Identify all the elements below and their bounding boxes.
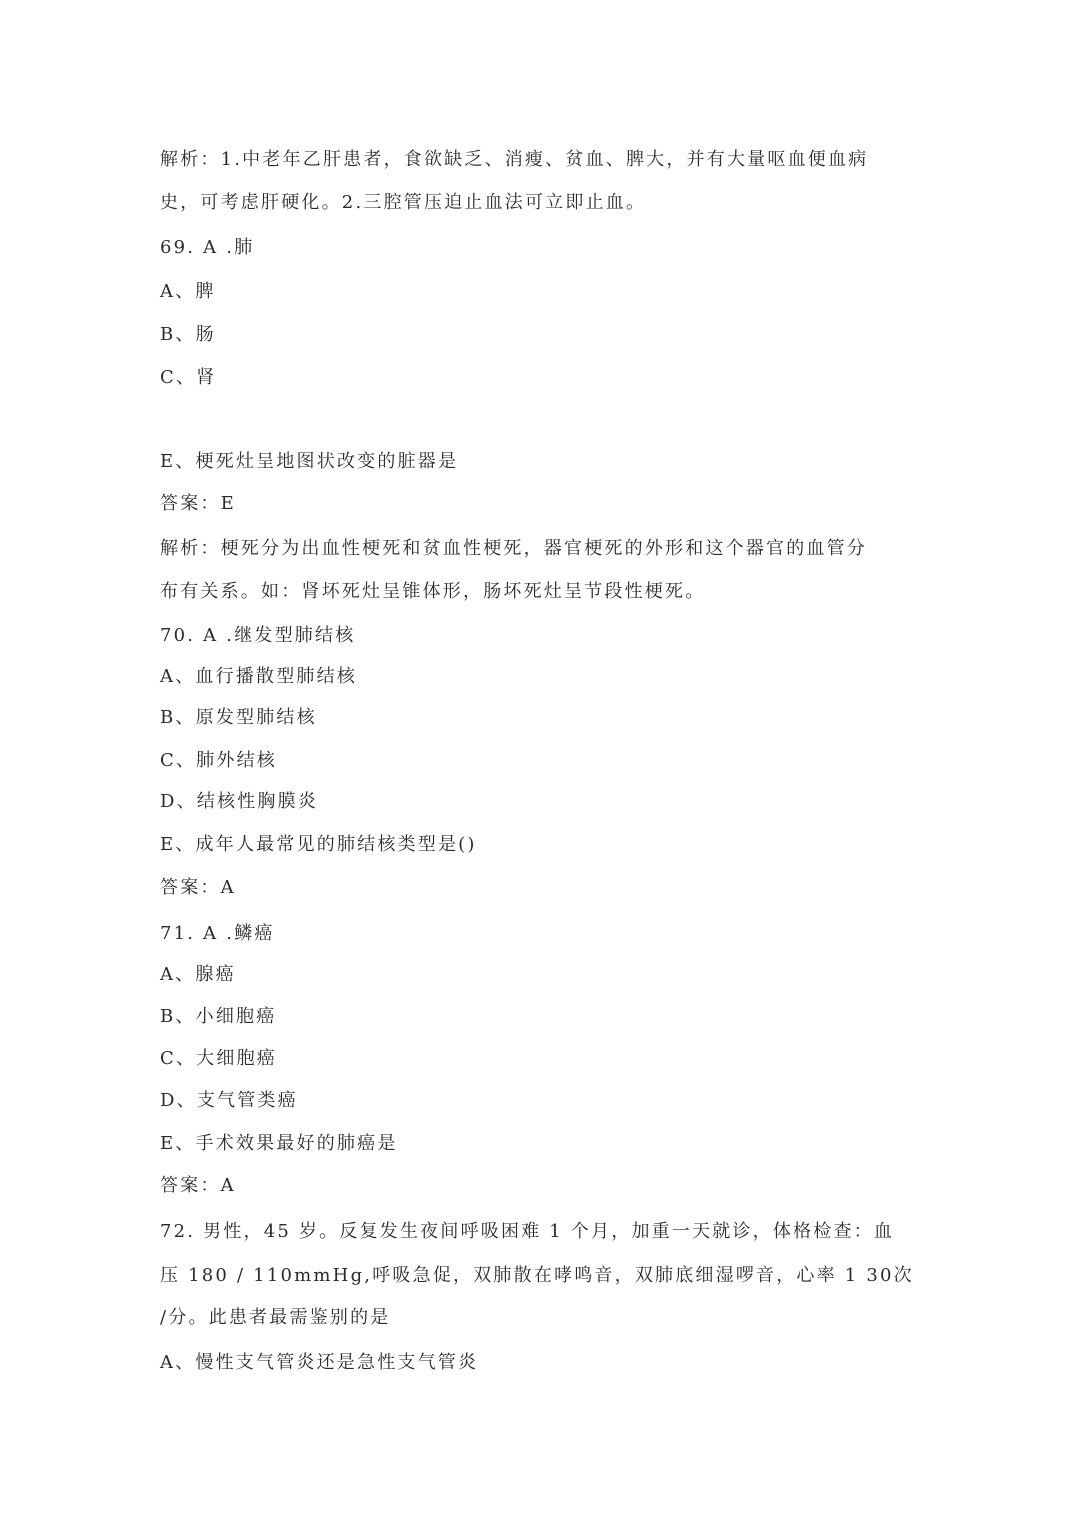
question-72-option-a: A、慢性支气管炎还是急性支气管炎 — [160, 1352, 479, 1373]
question-70-option-a: A、血行播散型肺结核 — [160, 666, 357, 687]
question-69-option-e: E、梗死灶呈地图状改变的脏器是 — [160, 451, 459, 472]
analysis-69-line-2: 布有关系。如：肾坏死灶呈锥体形，肠坏死灶呈节段性梗死。 — [160, 581, 706, 602]
question-69-option-c: C、肾 — [160, 367, 217, 388]
question-69-option-a: A、脾 — [160, 281, 216, 302]
question-71-stem: 71. A .鳞癌 — [160, 923, 275, 944]
question-71-option-c: C、大细胞癌 — [160, 1048, 277, 1069]
question-70-option-e: E、成年人最常见的肺结核类型是() — [160, 834, 477, 855]
question-71-option-a: A、腺癌 — [160, 964, 236, 985]
question-72-line-2: 压 180 / 110mmHg,呼吸急促，双肺散在哮鸣音，双肺底细湿啰音，心率 1 30次 — [160, 1265, 914, 1286]
question-70-stem: 70. A .继发型肺结核 — [160, 625, 356, 646]
question-70-answer: 答案：A — [160, 877, 236, 898]
question-69-stem: 69. A .肺 — [160, 237, 255, 258]
question-72-line-3: /分。此患者最需鉴别的是 — [160, 1307, 391, 1328]
question-71-answer: 答案：A — [160, 1175, 236, 1196]
question-70-option-c: C、肺外结核 — [160, 750, 277, 771]
question-70-option-b: B、原发型肺结核 — [160, 707, 317, 728]
question-69-option-b: B、肠 — [160, 324, 216, 345]
question-69-answer: 答案：E — [160, 493, 236, 514]
analysis-68-line-1: 解析：1.中老年乙肝患者，食欲缺乏、消瘦、贫血、脾大，并有大量呕血便血病 — [160, 149, 869, 170]
question-70-option-d: D、结核性胸膜炎 — [160, 791, 319, 812]
question-71-option-b: B、小细胞癌 — [160, 1006, 277, 1027]
question-71-option-d: D、支气管类癌 — [160, 1090, 298, 1111]
question-72-line-1: 72. 男性，45 岁。反复发生夜间呼吸困难 1 个月，加重一天就诊，体格检查：血 — [160, 1221, 895, 1242]
analysis-69-line-1: 解析：梗死分为出血性梗死和贫血性梗死，器官梗死的外形和这个器官的血管分 — [160, 538, 867, 559]
question-71-option-e: E、手术效果最好的肺癌是 — [160, 1133, 398, 1154]
analysis-68-line-2: 史，可考虑肝硬化。2.三腔管压迫止血法可立即止血。 — [160, 192, 647, 213]
